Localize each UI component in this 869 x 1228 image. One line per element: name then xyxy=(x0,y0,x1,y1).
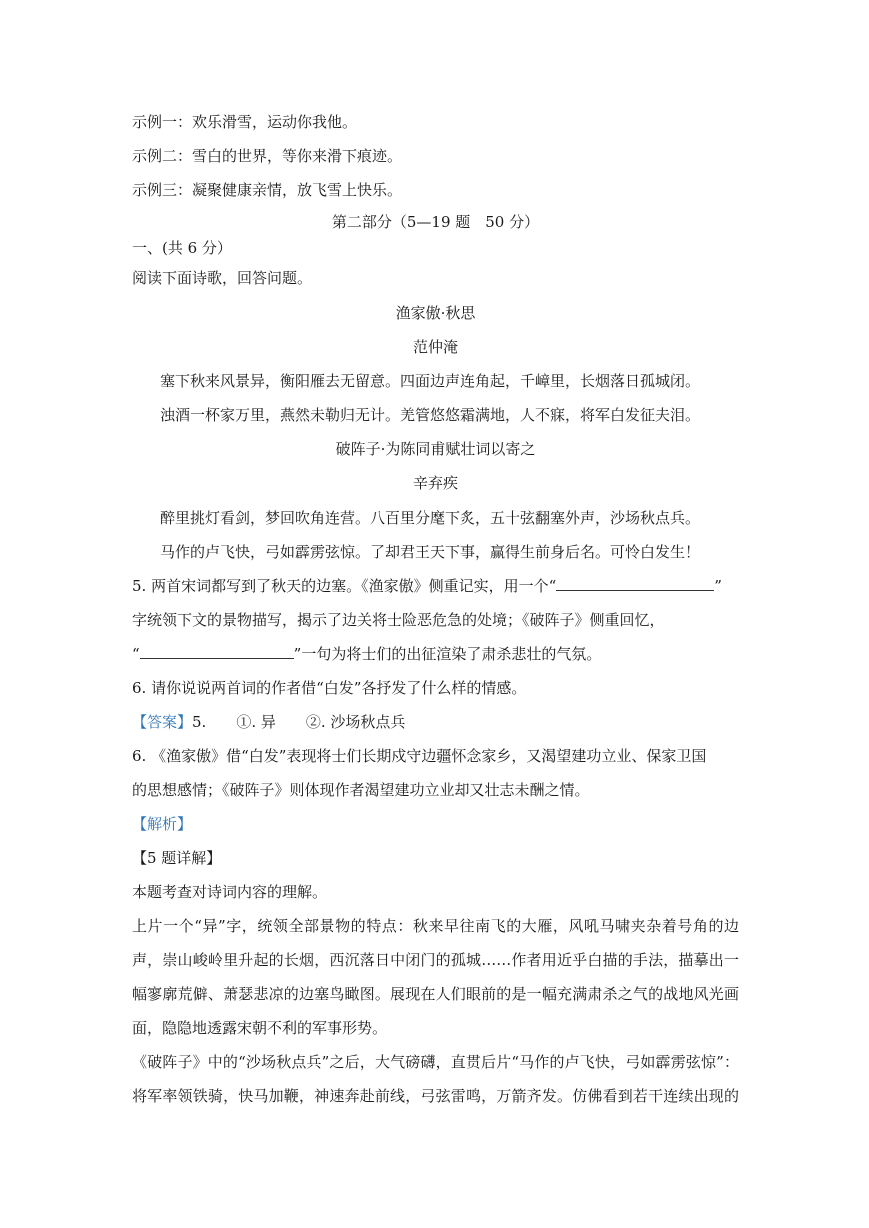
answer-q6-line-2: 的思想感情；《破阵子》则体现作者渴望建功立业却又壮志未酬之情。 xyxy=(132,781,590,799)
answer-q6-line-1: 6. 《渔家傲》借“白发”表现将士们长期戍守边疆怀念家乡，又渴望建功立业、保家卫国 xyxy=(132,747,707,765)
detail-tag: 【5 题详解】 xyxy=(132,849,222,867)
para2-line-2: 将军率领铁骑，快马加鞭，神速奔赴前线，弓弦雷鸣，万箭齐发。仿佛看到若干连续出现的 xyxy=(132,1087,739,1105)
analysis-tag: 【解析】 xyxy=(132,815,193,833)
poem1-line-2: 浊酒一杯家万里，燕然未勒归无计。羌管悠悠霜满地，人不寐，将军白发征夫泪。 xyxy=(160,406,701,424)
q5-text-c: “ xyxy=(132,645,140,663)
example-2: 示例二：雪白的世界，等你来滑下痕迹。 xyxy=(132,147,403,165)
example-3: 示例三：凝聚健康亲情，放飞雪上快乐。 xyxy=(132,181,403,199)
answer-tag: 【答案】 xyxy=(132,713,193,731)
answer-blank-2[interactable] xyxy=(140,644,294,659)
question-6: 6. 请你说说两首词的作者借“白发”各抒发了什么样的情感。 xyxy=(132,679,527,697)
question-5-line-2: 字统领下文的景物描写，揭示了边关将士险恶危急的处境；《破阵子》侧重回忆， xyxy=(132,611,665,629)
q5-text-a: 5. 两首宋词都写到了秋天的边塞。《渔家傲》侧重记实，用一个“ xyxy=(132,577,557,595)
q5-text-b: ” xyxy=(714,577,722,595)
part-heading: 第二部分（5—19 题 50 分） xyxy=(331,213,540,231)
poem2-line-2: 马作的卢飞快，弓如霹雳弦惊。了却君王天下事，赢得生前身后名。可怜白发生！ xyxy=(160,543,701,561)
instruction: 阅读下面诗歌，回答问题。 xyxy=(132,269,313,287)
answer-blank-1[interactable] xyxy=(556,576,714,591)
poem1-line-1: 塞下秋来风景异，衡阳雁去无留意。四面边声连角起，千嶂里，长烟落日孤城闭。 xyxy=(160,372,701,390)
poem2-line-1: 醉里挑灯看剑，梦回吹角连营。八百里分麾下炙，五十弦翻塞外声，沙场秋点兵。 xyxy=(160,509,701,527)
question-5-line-1 xyxy=(132,576,739,596)
example-1: 示例一：欢乐滑雪，运动你我他。 xyxy=(132,113,358,131)
poem1-author: 范仲淹 xyxy=(412,338,458,356)
question-5-line-3 xyxy=(132,644,739,664)
answer-text: 5. ①. 异 ②. 沙场秋点兵 xyxy=(192,713,406,731)
para1-line-3: 幅寥廓荒僻、萧瑟悲凉的边塞鸟瞰图。展现在人们眼前的是一幅充满肃杀之气的战地风光画 xyxy=(132,985,739,1003)
poem2-title: 破阵子·为陈同甫赋壮词以寄之 xyxy=(335,440,536,458)
section-title: 一、(共 6 分） xyxy=(132,239,232,257)
poem1-title: 渔家傲·秋思 xyxy=(395,304,476,322)
para1-line-1: 上片一个“异”字，统领全部景物的特点：秋来早往南飞的大雁，风吼马啸夹杂着号角的边 xyxy=(132,917,739,935)
para1-line-2: 声，崇山峻岭里升起的长烟，西沉落日中闭门的孤城……作者用近乎白描的手法，描摹出一 xyxy=(132,951,739,969)
answer-line xyxy=(132,712,739,732)
para1-line-4: 面，隐隐地透露宋朝不利的军事形势。 xyxy=(132,1019,388,1037)
para2-line-1: 《破阵子》中的“沙场秋点兵”之后，大气磅礴，直贯后片“马作的卢飞快，弓如霹雳弦惊”： xyxy=(132,1053,739,1071)
poem2-author: 辛弃疾 xyxy=(412,474,458,492)
detail-intro: 本题考查对诗词内容的理解。 xyxy=(132,883,328,901)
q5-text-d: ”一句为将士们的出征渲染了肃杀悲壮的气氛。 xyxy=(293,645,602,663)
